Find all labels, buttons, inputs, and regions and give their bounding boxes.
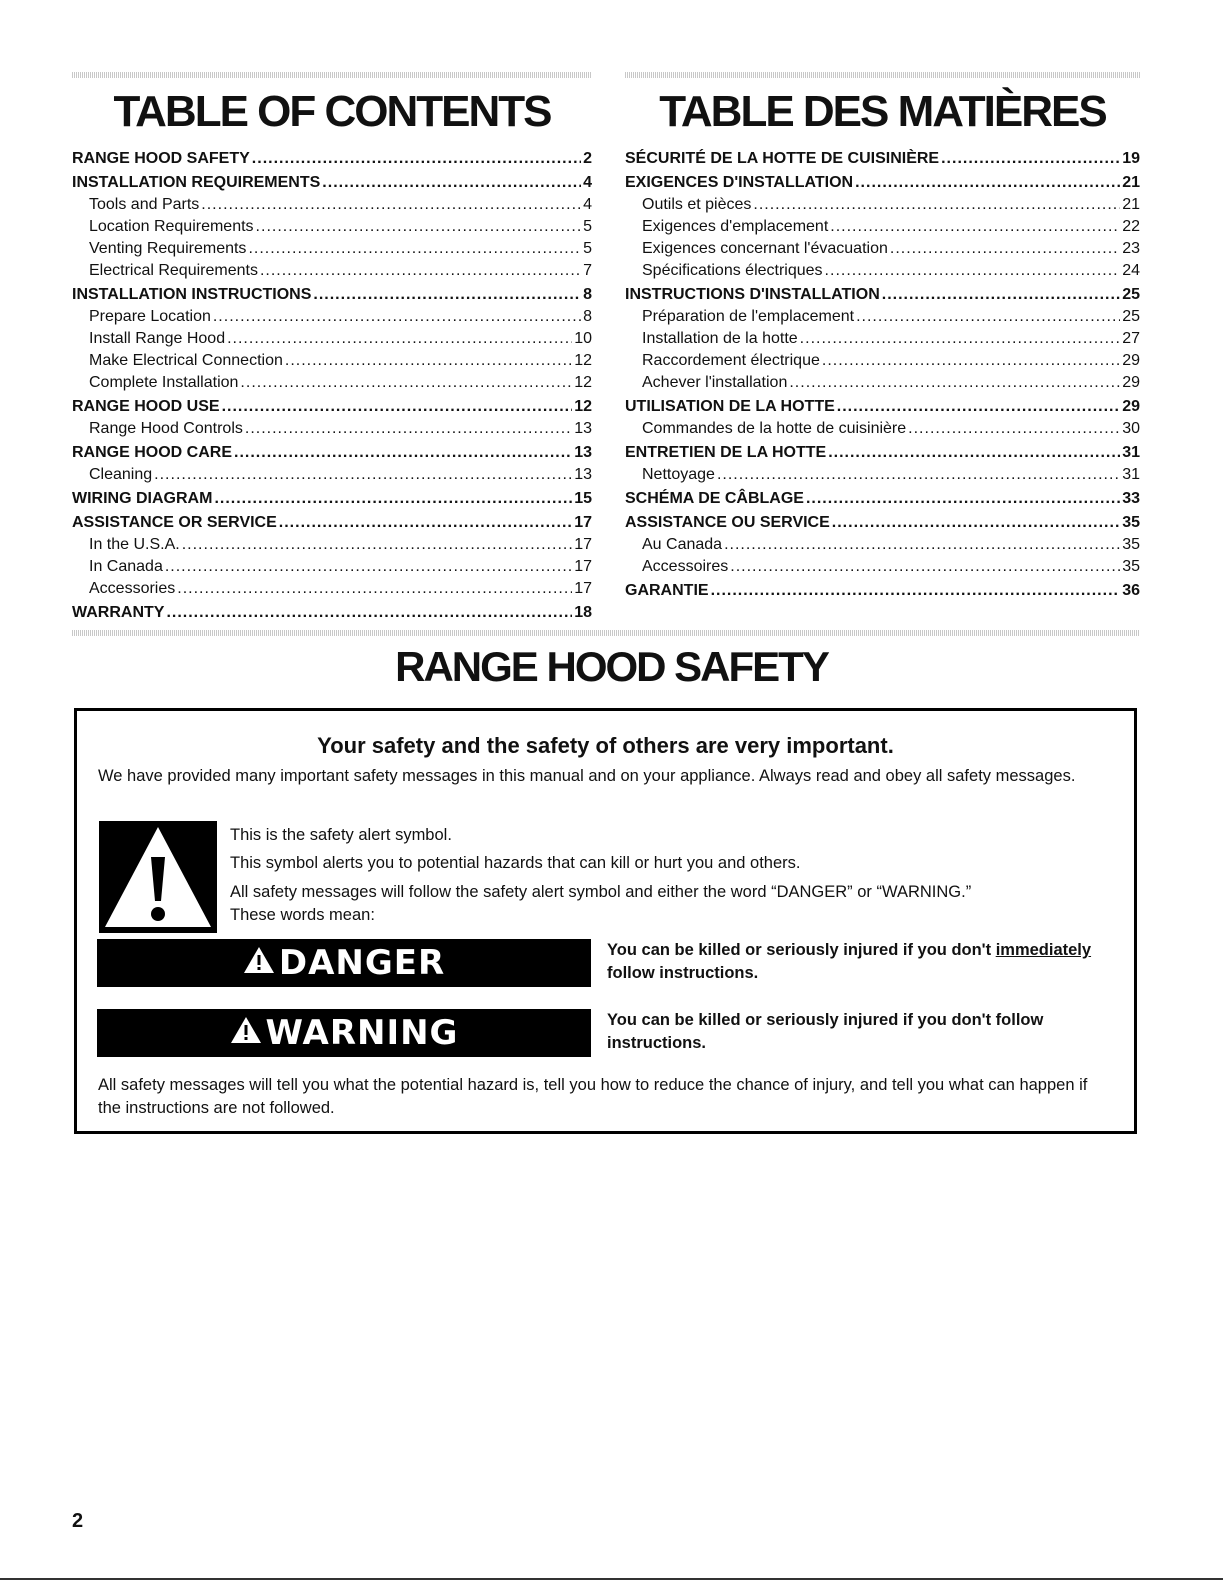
toc-leader-dots bbox=[717, 464, 1120, 486]
toc-entry bbox=[625, 238, 1140, 260]
toc-entry-page: 27 bbox=[1122, 330, 1140, 347]
toc-entry bbox=[625, 148, 1140, 170]
toc-leader-dots bbox=[724, 534, 1120, 556]
toc-entry-label: EXIGENCES D'INSTALLATION bbox=[625, 174, 854, 191]
toc-entry-label: Exigences d'emplacement bbox=[642, 218, 829, 235]
toc-entry bbox=[72, 284, 592, 306]
toc-leader-dots bbox=[252, 148, 581, 170]
toc-entry-page: 31 bbox=[1122, 444, 1140, 461]
toc-entry bbox=[72, 372, 592, 394]
toc-entry-label: Nettoyage bbox=[642, 466, 715, 483]
toc-entry-page: 18 bbox=[574, 604, 592, 621]
toc-leader-dots bbox=[828, 442, 1120, 464]
toc-leader-dots bbox=[227, 328, 572, 350]
bottom-line bbox=[0, 1578, 1223, 1580]
toc-entry-label: RANGE HOOD USE bbox=[72, 398, 220, 415]
toc-entry-page: 12 bbox=[574, 352, 592, 369]
toc-entry-page: 2 bbox=[583, 150, 592, 167]
toc-entry bbox=[72, 216, 592, 238]
toc-entry-page: 4 bbox=[583, 196, 592, 213]
symbol-line-3: All safety messages will follow the safety alert symbol and either the word “DANGER” or “WARNING.” bbox=[230, 883, 972, 901]
warning-text: You can be killed or seriously injured if you don't follow instructions. bbox=[607, 1011, 1044, 1052]
toc-entry-label: Prepare Location bbox=[89, 308, 211, 325]
toc-leader-dots bbox=[279, 512, 572, 534]
toc-entry-page: 29 bbox=[1122, 374, 1140, 391]
toc-leader-dots bbox=[177, 578, 572, 600]
danger-text-start: You can be killed or seriously injured if you don't bbox=[607, 941, 996, 959]
toc-entry-label: Préparation de l'emplacement bbox=[642, 308, 855, 325]
toc-entry-label: Complete Installation bbox=[89, 374, 239, 391]
toc-entry-label: Tools and Parts bbox=[89, 196, 200, 213]
warning-triangle-icon bbox=[243, 943, 275, 983]
middle-rule bbox=[72, 630, 1140, 636]
toc-entry-label: INSTALLATION INSTRUCTIONS bbox=[72, 286, 312, 303]
toc-entry bbox=[72, 512, 592, 534]
toc-entry bbox=[72, 328, 592, 350]
toc-entry-label: Install Range Hood bbox=[89, 330, 226, 347]
symbol-line-1: This is the safety alert symbol. bbox=[230, 826, 452, 844]
toc-entry-page: 13 bbox=[574, 420, 592, 437]
toc-entry-page: 22 bbox=[1122, 218, 1140, 235]
toc-title-french: TABLE DES MATIÈRES bbox=[659, 87, 1106, 136]
toc-entry bbox=[72, 396, 592, 418]
toc-leader-dots bbox=[825, 260, 1121, 282]
toc-entry-page: 8 bbox=[583, 308, 592, 325]
toc-entry-label: GARANTIE bbox=[625, 582, 709, 599]
toc-entry-page: 12 bbox=[574, 374, 592, 391]
toc-entry bbox=[72, 148, 592, 170]
toc-leader-dots bbox=[240, 372, 572, 394]
toc-entry-page: 5 bbox=[583, 218, 592, 235]
toc-entry-label: SCHÉMA DE CÂBLAGE bbox=[625, 490, 804, 507]
toc-entry-label: Electrical Requirements bbox=[89, 262, 258, 279]
toc-entry bbox=[72, 442, 592, 464]
toc-leader-dots bbox=[890, 238, 1120, 260]
toc-entry-label: Accessories bbox=[89, 580, 176, 597]
toc-leader-dots bbox=[165, 556, 572, 578]
toc-leader-dots bbox=[256, 216, 582, 238]
toc-entry bbox=[625, 556, 1140, 578]
toc-leader-dots bbox=[245, 418, 572, 440]
toc-entry-label: Cleaning bbox=[89, 466, 153, 483]
toc-entry-page: 8 bbox=[583, 286, 592, 303]
toc-entry-page: 5 bbox=[583, 240, 592, 257]
toc-entry-label: Make Electrical Connection bbox=[89, 352, 283, 369]
toc-entry-label: Raccordement électrique bbox=[642, 352, 820, 369]
toc-entry-page: 35 bbox=[1122, 558, 1140, 575]
toc-entry-page: 13 bbox=[574, 466, 592, 483]
symbol-line-2: This symbol alerts you to potential hazards that can kill or hurt you and others. bbox=[230, 854, 801, 872]
toc-leader-dots bbox=[213, 306, 581, 328]
toc-leader-dots bbox=[711, 580, 1121, 602]
toc-entry-page: 17 bbox=[574, 580, 592, 597]
toc-leader-dots bbox=[166, 602, 572, 624]
toc-leader-dots bbox=[753, 194, 1120, 216]
toc-entry-page: 25 bbox=[1122, 286, 1140, 303]
toc-entry-page: 19 bbox=[1122, 150, 1140, 167]
toc-entry-label: ASSISTANCE OU SERVICE bbox=[625, 514, 830, 531]
toc-entry-page: 29 bbox=[1122, 352, 1140, 369]
toc-entry-page: 35 bbox=[1122, 514, 1140, 531]
top-rule-left bbox=[72, 72, 592, 78]
page-number: 2 bbox=[72, 1510, 84, 1532]
toc-entry bbox=[625, 372, 1140, 394]
toc-entry-label: Achever l'installation bbox=[642, 374, 788, 391]
danger-banner bbox=[97, 939, 591, 987]
toc-entry bbox=[72, 556, 592, 578]
toc-entry bbox=[72, 238, 592, 260]
toc-entry-page: 35 bbox=[1122, 536, 1140, 553]
toc-entry bbox=[625, 216, 1140, 238]
toc-leader-dots bbox=[832, 512, 1120, 534]
toc-entry-label: Outils et pièces bbox=[642, 196, 752, 213]
toc-entry-page: 21 bbox=[1122, 174, 1140, 191]
toc-leader-dots bbox=[322, 172, 581, 194]
toc-entry-page: 25 bbox=[1122, 308, 1140, 325]
symbol-line-4: These words mean: bbox=[230, 906, 375, 924]
safety-footer: All safety messages will tell you what the potential hazard is, tell you how to reduce the chance of injury, and tell you what can happen if the instructions are not followed. bbox=[98, 1076, 1088, 1117]
toc-entry bbox=[72, 488, 592, 510]
toc-entry-label: Location Requirements bbox=[89, 218, 254, 235]
toc-entry-page: 7 bbox=[583, 262, 592, 279]
safety-heading: Your safety and the safety of others are very important. bbox=[317, 733, 894, 758]
toc-entry bbox=[72, 578, 592, 600]
toc-entry bbox=[625, 580, 1140, 602]
toc-leader-dots bbox=[882, 284, 1120, 306]
top-rule-right bbox=[625, 72, 1140, 78]
toc-entry-label: INSTRUCTIONS D'INSTALLATION bbox=[625, 286, 880, 303]
toc-entry-label: RANGE HOOD SAFETY bbox=[72, 150, 250, 167]
toc-english-list bbox=[72, 148, 592, 624]
toc-leader-dots bbox=[222, 396, 573, 418]
warning-label: WARNING bbox=[265, 1013, 459, 1053]
safety-intro: We have provided many important safety messages in this manual and on your appliance. Always read and obey all safety messages. bbox=[98, 767, 1076, 785]
toc-entry bbox=[72, 418, 592, 440]
toc-entry bbox=[625, 328, 1140, 350]
toc-entry-page: 23 bbox=[1122, 240, 1140, 257]
danger-text-emphasis: immediately bbox=[995, 941, 1092, 959]
toc-entry bbox=[72, 194, 592, 216]
toc-entry-label: ENTRETIEN DE LA HOTTE bbox=[625, 444, 827, 461]
toc-entry-page: 33 bbox=[1122, 490, 1140, 507]
toc-entry-label: UTILISATION DE LA HOTTE bbox=[625, 398, 835, 415]
toc-entry bbox=[625, 512, 1140, 534]
safety-box bbox=[74, 708, 1137, 1134]
toc-entry-label: In the U.S.A. bbox=[89, 536, 180, 553]
toc-leader-dots bbox=[730, 556, 1120, 578]
toc-leader-dots bbox=[856, 306, 1120, 328]
toc-entry-page: 12 bbox=[574, 398, 592, 415]
toc-entry bbox=[72, 464, 592, 486]
toc-entry-label: Range Hood Controls bbox=[89, 420, 243, 437]
toc-entry-page: 29 bbox=[1122, 398, 1140, 415]
toc-leader-dots bbox=[908, 418, 1120, 440]
toc-entry-label: Accessoires bbox=[642, 558, 729, 575]
toc-entry-page: 17 bbox=[574, 514, 592, 531]
toc-entry bbox=[625, 306, 1140, 328]
toc-leader-dots bbox=[941, 148, 1120, 170]
toc-entry bbox=[625, 396, 1140, 418]
toc-leader-dots bbox=[214, 488, 572, 510]
toc-leader-dots bbox=[789, 372, 1120, 394]
toc-entry bbox=[625, 464, 1140, 486]
toc-entry-page: 21 bbox=[1122, 196, 1140, 213]
toc-entry-label: Commandes de la hotte de cuisinière bbox=[642, 420, 907, 437]
toc-french bbox=[625, 88, 1140, 602]
toc-entry-label: WARRANTY bbox=[72, 604, 165, 621]
toc-entry-label: Au Canada bbox=[642, 536, 723, 553]
toc-entry bbox=[625, 488, 1140, 510]
toc-entry-page: 24 bbox=[1122, 262, 1140, 279]
danger-text-end: follow instructions. bbox=[607, 964, 759, 982]
toc-entry-page: 36 bbox=[1122, 582, 1140, 599]
toc-french-list bbox=[625, 148, 1140, 602]
warning-triangle-icon bbox=[230, 1013, 262, 1053]
warning-banner bbox=[97, 1009, 591, 1057]
toc-leader-dots bbox=[154, 464, 572, 486]
toc-entry bbox=[72, 602, 592, 624]
toc-entry bbox=[72, 350, 592, 372]
toc-entry-label: SÉCURITÉ DE LA HOTTE DE CUISINIÈRE bbox=[625, 150, 940, 167]
toc-entry-label: INSTALLATION REQUIREMENTS bbox=[72, 174, 321, 191]
toc-entry-label: ASSISTANCE OR SERVICE bbox=[72, 514, 277, 531]
toc-entry-label: RANGE HOOD CARE bbox=[72, 444, 233, 461]
toc-entry-page: 31 bbox=[1122, 466, 1140, 483]
toc-leader-dots bbox=[260, 260, 581, 282]
toc-leader-dots bbox=[201, 194, 581, 216]
toc-entry-page: 17 bbox=[574, 558, 592, 575]
toc-entry-label: In Canada bbox=[89, 558, 163, 575]
toc-entry-label: Venting Requirements bbox=[89, 240, 247, 257]
toc-leader-dots bbox=[182, 534, 572, 556]
toc-leader-dots bbox=[837, 396, 1120, 418]
toc-entry bbox=[625, 534, 1140, 556]
toc-entry bbox=[72, 172, 592, 194]
toc-entry-page: 10 bbox=[574, 330, 592, 347]
toc-entry bbox=[625, 284, 1140, 306]
toc-entry bbox=[625, 442, 1140, 464]
danger-label: DANGER bbox=[278, 943, 446, 983]
toc-entry-page: 17 bbox=[574, 536, 592, 553]
toc-leader-dots bbox=[855, 172, 1120, 194]
toc-leader-dots bbox=[313, 284, 581, 306]
toc-entry-label: Installation de la hotte bbox=[642, 330, 798, 347]
toc-entry-page: 13 bbox=[574, 444, 592, 461]
toc-entry bbox=[625, 350, 1140, 372]
toc-leader-dots bbox=[248, 238, 581, 260]
toc-entry-page: 4 bbox=[583, 174, 592, 191]
toc-entry-page: 15 bbox=[574, 490, 592, 507]
toc-leader-dots bbox=[800, 328, 1121, 350]
toc-entry bbox=[72, 534, 592, 556]
toc-entry bbox=[625, 172, 1140, 194]
toc-leader-dots bbox=[822, 350, 1120, 372]
toc-title-english: TABLE OF CONTENTS bbox=[113, 87, 551, 136]
toc-entry-label: WIRING DIAGRAM bbox=[72, 490, 213, 507]
toc-entry-label: Spécifications électriques bbox=[642, 262, 823, 279]
toc-leader-dots bbox=[285, 350, 572, 372]
toc-entry bbox=[72, 306, 592, 328]
toc-leader-dots bbox=[830, 216, 1120, 238]
section-title: RANGE HOOD SAFETY bbox=[395, 643, 828, 690]
toc-entry bbox=[625, 260, 1140, 282]
toc-leader-dots bbox=[806, 488, 1120, 510]
toc-entry bbox=[72, 260, 592, 282]
toc-entry-page: 30 bbox=[1122, 420, 1140, 437]
toc-entry-label: Exigences concernant l'évacuation bbox=[642, 240, 888, 257]
toc-entry bbox=[625, 418, 1140, 440]
toc-english bbox=[72, 88, 592, 624]
toc-leader-dots bbox=[234, 442, 572, 464]
safety-alert-icon bbox=[99, 821, 217, 933]
danger-text bbox=[607, 939, 1137, 985]
toc-entry bbox=[625, 194, 1140, 216]
